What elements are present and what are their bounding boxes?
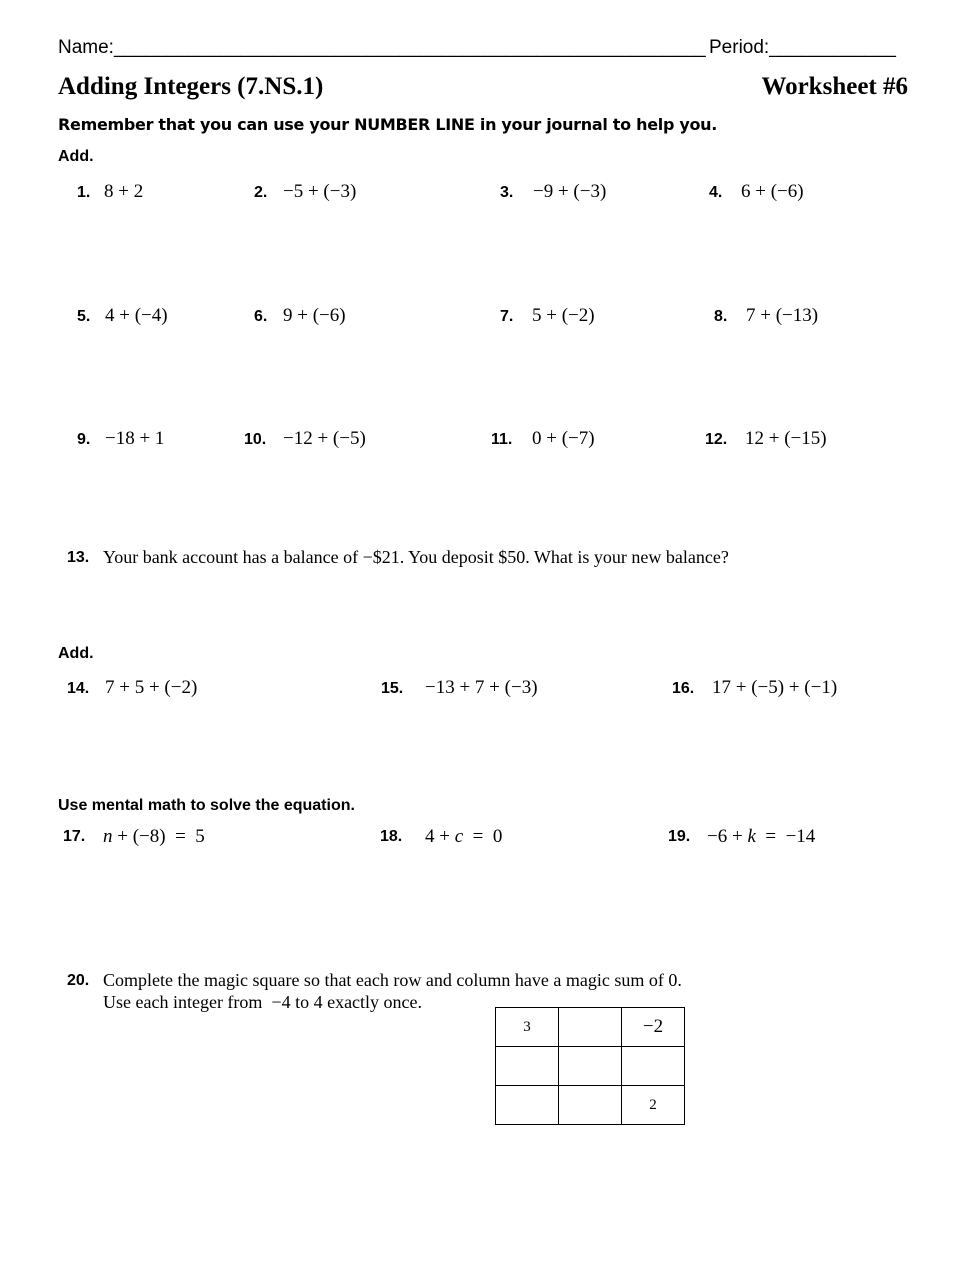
problem-expression: −12 + (−5) [283, 428, 366, 449]
problem-expression: 0 + (−7) [532, 428, 595, 449]
problem-expression: 5 + (−2) [532, 305, 595, 326]
problem-expression: −13 + 7 + (−3) [425, 677, 538, 698]
magic-cell[interactable]: 3 [496, 1008, 559, 1047]
section-mental-math-heading: Use mental math to solve the equation. [58, 797, 355, 814]
problem-number: 8. [714, 308, 728, 325]
magic-cell[interactable]: −2 [622, 1008, 685, 1047]
problem-number: 15. [381, 680, 404, 697]
equation-pre: 4 + [425, 826, 455, 847]
equation-rest: = 0 [463, 826, 503, 847]
reminder-text: Remember that you can use your NUMBER LINE in your journal to help you. [58, 115, 718, 134]
variable-n: n [103, 826, 113, 847]
problem-expression: 9 + (−6) [283, 305, 346, 326]
problem-number: 13. [67, 549, 90, 566]
magic-instructions-line1: Complete the magic square so that each row and column have a magic sum of 0. [103, 970, 682, 990]
problem-number: 14. [67, 680, 90, 697]
problem-number: 2. [254, 184, 268, 201]
problem-number: 3. [500, 184, 514, 201]
problem-expression: −5 + (−3) [283, 181, 357, 202]
problem-number: 9. [77, 431, 91, 448]
problem-number: 19. [668, 828, 691, 845]
magic-square-grid [495, 1007, 685, 1125]
magic-cell[interactable]: 2 [622, 1086, 685, 1125]
equation [707, 826, 815, 848]
period-line[interactable]: Period:____________ [709, 37, 897, 58]
problem-expression: 4 + (−4) [105, 305, 168, 326]
equation [103, 826, 205, 848]
magic-cell[interactable] [496, 1047, 559, 1086]
problem-expression: 8 + 2 [104, 181, 144, 202]
problem-expression: 7 + 5 + (−2) [105, 677, 198, 698]
problem-number: 7. [500, 308, 514, 325]
magic-cell[interactable] [559, 1008, 622, 1047]
worksheet-number: Worksheet #6 [761, 73, 908, 100]
problem-number: 16. [672, 680, 695, 697]
problem-number: 5. [77, 308, 91, 325]
problem-number: 20. [67, 972, 90, 989]
variable-c: c [454, 826, 464, 847]
problem-number: 1. [77, 184, 91, 201]
problem-number: 4. [709, 184, 723, 201]
problem-number: 12. [705, 431, 728, 448]
magic-cell[interactable] [622, 1047, 685, 1086]
magic-cell[interactable] [559, 1047, 622, 1086]
problem-number: 6. [254, 308, 268, 325]
magic-cell[interactable] [496, 1086, 559, 1125]
magic-cell[interactable] [559, 1086, 622, 1125]
variable-k: k [747, 826, 756, 847]
problem-number: 10. [244, 431, 267, 448]
problem-expression: −9 + (−3) [533, 181, 607, 202]
word-problem-text: Your bank account has a balance of −$21. You deposit $50. What is your new balance? [103, 547, 729, 567]
problem-expression: 17 + (−5) + (−1) [712, 677, 838, 698]
section-add-heading-2: Add. [58, 645, 94, 662]
problem-expression: −18 + 1 [105, 428, 165, 449]
worksheet-title: Adding Integers (7.NS.1) [58, 73, 324, 100]
problem-number: 11. [491, 431, 513, 448]
equation-pre: −6 + [707, 826, 748, 847]
problem-number: 17. [63, 828, 86, 845]
name-line[interactable]: Name:________________________________________________________ [58, 37, 706, 58]
magic-instructions-line2: Use each integer from −4 to 4 exactly once. [103, 992, 423, 1012]
problem-expression: 12 + (−15) [745, 428, 827, 449]
equation [425, 826, 502, 848]
problem-expression: 7 + (−13) [746, 305, 819, 326]
equation-rest: = −14 [755, 826, 816, 847]
problem-number: 18. [380, 828, 403, 845]
equation-rest: + (−8) = 5 [112, 826, 205, 847]
problem-expression: 6 + (−6) [741, 181, 804, 202]
section-add-heading: Add. [58, 148, 94, 165]
